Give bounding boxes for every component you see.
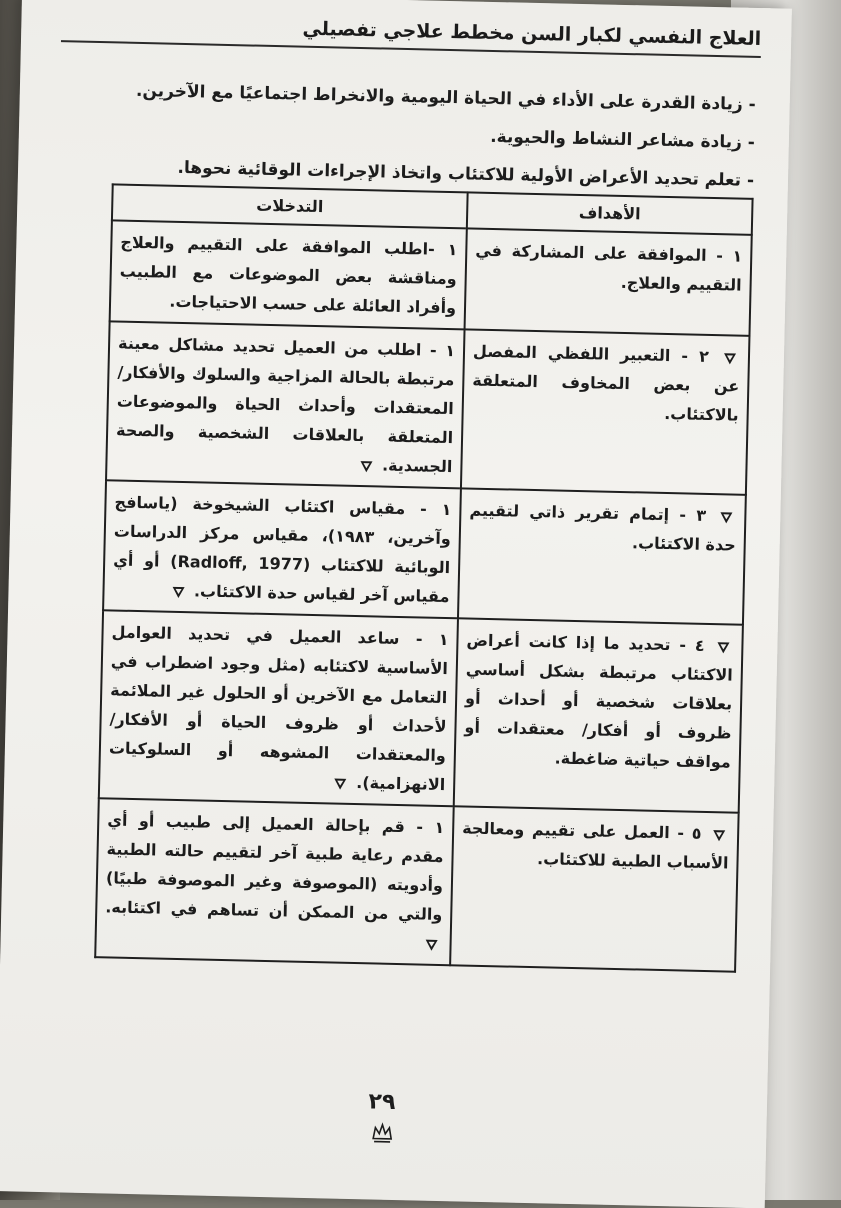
intervention-text: ١ - اطلب من العميل تحديد مشاكل معينة مرتبطة بالحالة المزاجية والسلوك والأفكار/ المعتقدات وأحداث الحياة والموضوعات المتعلقة بالعلاقات الشخصية والصحة الجسدية. xyxy=(116,334,455,477)
intervention-cell xyxy=(95,798,454,965)
triangle-marker-icon xyxy=(424,937,438,951)
table-row xyxy=(95,798,738,971)
goal-cell xyxy=(450,806,739,971)
table-row xyxy=(110,220,752,335)
goal-text: ٥ - العمل على تقييم ومعالجة الأسباب الطبية للاكتئاب. xyxy=(462,818,729,872)
triangle-marker-icon xyxy=(359,459,373,473)
bullet-item: - زيادة القدرة على الأداء في الحياة اليومية والانخراط اجتماعيًا مع الآخرين. xyxy=(59,70,756,124)
triangle-marker-icon xyxy=(716,640,730,654)
intervention-cell xyxy=(99,610,458,806)
running-header: العلاج النفسي لكبار السن مخطط علاجي تفصيلي xyxy=(61,12,762,58)
crown-icon xyxy=(371,1121,393,1143)
goal-cell xyxy=(454,618,743,812)
intervention-text: ١ - قم بإحالة العميل إلى طبيب أو أي مقدم رعاية طبية آخر لتقييم حالته الطبية وأدويته (الموصوفة وغير الموصوفة طبيًا) والتي من الممكن أن تساهم في اكتئابه. xyxy=(105,810,444,924)
triangle-marker-icon xyxy=(712,828,726,842)
triangle-marker-icon xyxy=(171,584,185,598)
intervention-text: ١ -اطلب الموافقة على التقييم والعلاج ومناقشة بعض الموضوعات مع الطبيب وأفراد العائلة على حسب الاحتياجات. xyxy=(120,233,458,318)
bullet-item: - زيادة مشاعر النشاط والحيوية. xyxy=(59,108,756,162)
goal-text: ١ - الموافقة على المشاركة في التقييم والعلاج. xyxy=(475,241,742,295)
header-interventions: التدخلات xyxy=(112,184,468,228)
bullet-item: - تعلم تحديد الأعراض الأولية للاكتئاب واتخاذ الإجراءات الوقائية نحوها. xyxy=(58,146,755,200)
table-row xyxy=(103,480,746,624)
header-goals: الأهداف xyxy=(467,192,753,234)
intervention-text: ١ - ساعد العميل في تحديد العوامل الأساسية لاكتئابه (مثل وجود اضطراب في التعامل مع الآخرين أو الحلول غير الملائمة لأحداث أو ظروف الحياة أو الأفكار/ والمعتقدات المشوهه أو السلوكيات الانهزامية). xyxy=(109,622,449,794)
goal-text: ٤ - تحديد ما إذا كانت أعراض الاكتئاب مرتبطة بشكل أساسي بعلاقات شخصية أو أحداث أو ظروف أو أفكار/ معتقدات أو مواقف حياتية ضاغطة. xyxy=(464,631,733,772)
goal-cell xyxy=(461,329,750,494)
intervention-cell xyxy=(106,321,465,488)
intervention-cell xyxy=(110,220,467,329)
goal-cell xyxy=(458,488,746,624)
goal-text: ٢ - التعبير اللفظي المفصل عن بعض المخاوف المتعلقة بالاكتئاب. xyxy=(472,342,739,425)
triangle-marker-icon xyxy=(719,510,733,524)
goal-cell xyxy=(465,228,752,335)
page-number: ٢٩ xyxy=(0,1081,767,1123)
goal-text: ٣ - إتمام تقرير ذاتي لتقييم حدة الاكتئاب. xyxy=(469,501,736,555)
goals-interventions-table xyxy=(94,183,753,972)
intervention-cell xyxy=(103,480,461,618)
bullet-list xyxy=(58,70,756,200)
table-row xyxy=(106,321,749,494)
triangle-marker-icon xyxy=(723,351,737,365)
triangle-marker-icon xyxy=(334,776,348,790)
table-row xyxy=(99,610,743,812)
intervention-text: ١ - مقياس اكتئاب الشيخوخة (ياسافج وآخرين، ١٩٨٣)، مقياس مركز الدراسات الوبائية للاكتئاب (Radloff, 1977) أو أي مقياس آخر لقياس حدة الاكتئاب. xyxy=(113,492,452,606)
